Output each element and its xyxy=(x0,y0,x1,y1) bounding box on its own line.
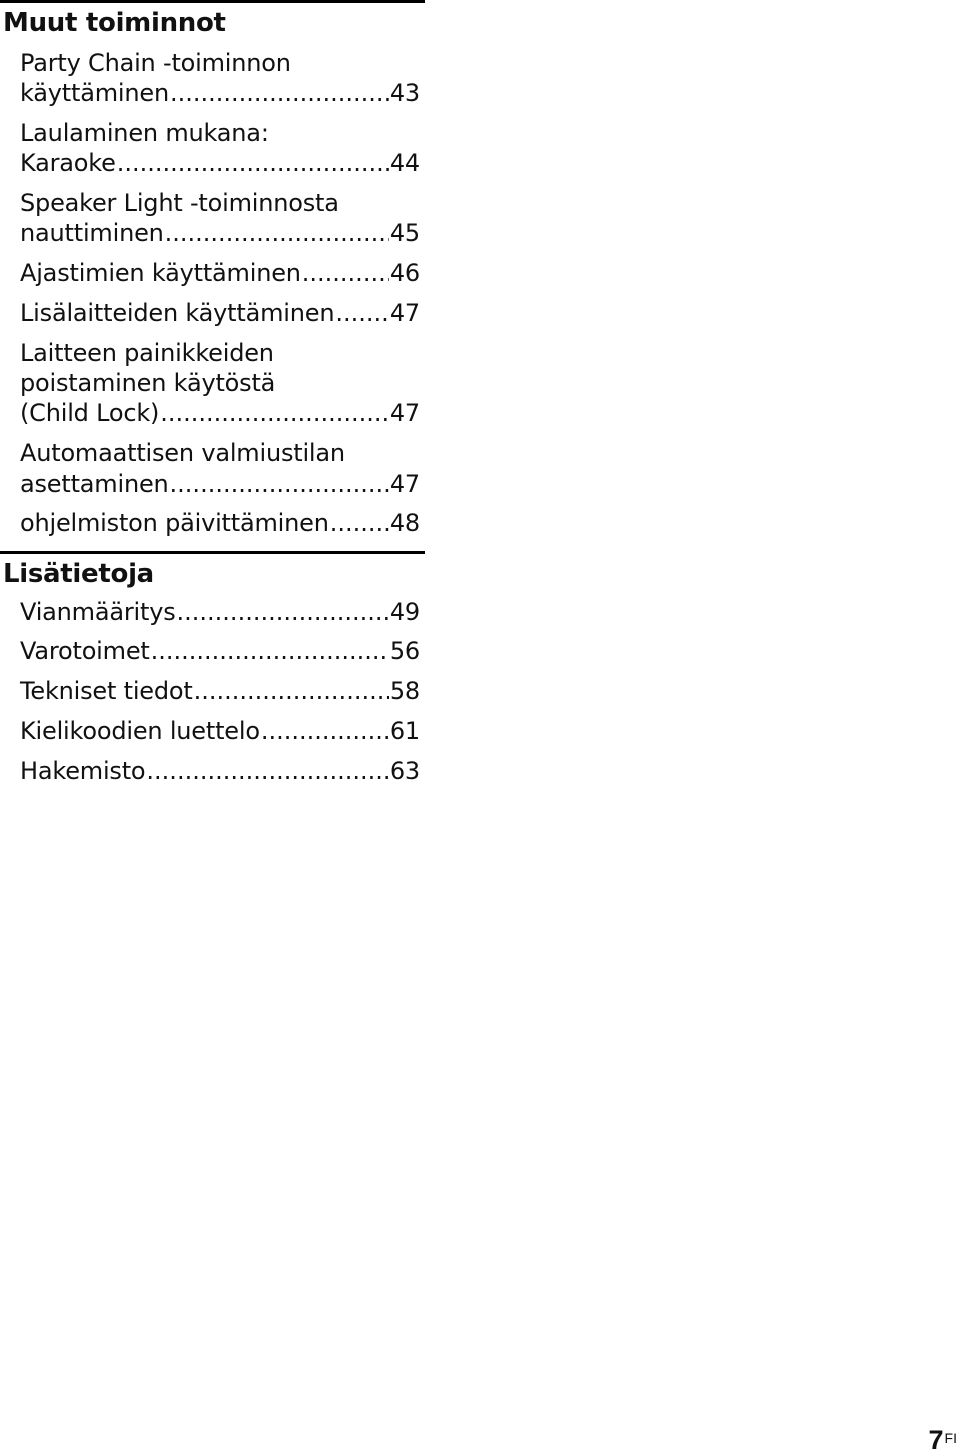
toc-entry-label: Tekniset tiedot xyxy=(20,677,193,706)
toc-entry-list xyxy=(20,48,420,539)
toc-entry-text: Party Chain -toiminnon xyxy=(20,49,291,77)
toc-entry-label: Kielikoodien luettelo xyxy=(20,717,260,746)
dot-leader xyxy=(117,148,389,178)
toc-entry[interactable] xyxy=(20,258,420,288)
toc-entry-label: Vianmääritys xyxy=(20,597,176,626)
table-of-contents xyxy=(0,0,425,796)
dot-leader xyxy=(177,597,389,627)
toc-page-number: 58 xyxy=(389,677,420,706)
toc-page-number: 44 xyxy=(389,149,420,178)
dot-leader xyxy=(330,508,389,538)
toc-entry-label: Karaoke xyxy=(20,149,116,178)
toc-section-muut-toiminnot xyxy=(0,0,425,539)
toc-page-number: 43 xyxy=(389,79,420,108)
toc-entry-text: Speaker Light -toiminnosta xyxy=(20,189,339,218)
section-title: Muut toiminnot xyxy=(3,8,226,38)
toc-page-number: 47 xyxy=(389,299,420,328)
toc-page-number: 61 xyxy=(389,717,420,746)
toc-page-number: 56 xyxy=(389,637,420,666)
section-divider xyxy=(0,551,425,554)
toc-page-number: 49 xyxy=(389,597,420,626)
toc-entry-label: Hakemisto xyxy=(20,756,146,785)
toc-entry-label: ohjelmiston päivittäminen xyxy=(20,509,329,538)
toc-entry[interactable] xyxy=(20,597,420,627)
page-number xyxy=(929,1425,957,1455)
toc-entry-text: poistaminen käytöstä xyxy=(20,369,276,398)
dot-leader xyxy=(151,636,389,666)
toc-entry-label: nauttiminen xyxy=(20,219,164,248)
toc-entry[interactable] xyxy=(20,636,420,666)
toc-page-number: 63 xyxy=(389,756,420,785)
toc-entry-label: Ajastimien käyttäminen xyxy=(20,259,301,288)
toc-entry-label: Lisälaitteiden käyttäminen xyxy=(20,299,335,328)
language-code: FI xyxy=(944,1430,957,1446)
toc-entry[interactable] xyxy=(20,756,420,786)
section-divider xyxy=(0,0,425,3)
toc-entry[interactable] xyxy=(20,48,420,109)
toc-entry-label: Varotoimet xyxy=(20,637,150,666)
dot-leader xyxy=(165,218,389,248)
dot-leader xyxy=(194,676,389,706)
toc-entry[interactable] xyxy=(20,676,420,706)
toc-entry[interactable] xyxy=(20,716,420,746)
toc-entry-text: Automaattisen valmiustilan xyxy=(20,439,345,468)
dot-leader xyxy=(261,716,389,746)
dot-leader xyxy=(146,756,388,786)
toc-entry[interactable] xyxy=(20,188,420,249)
toc-entry[interactable] xyxy=(20,438,420,499)
dot-leader xyxy=(160,398,389,428)
toc-entry-list xyxy=(20,597,420,786)
toc-entry-label: (Child Lock) xyxy=(20,399,160,428)
toc-page-number: 47 xyxy=(389,399,420,428)
dot-leader xyxy=(302,258,389,288)
toc-page-number: 46 xyxy=(389,259,420,288)
toc-page-number: 47 xyxy=(389,469,420,498)
toc-page-number: 45 xyxy=(389,219,420,248)
toc-entry[interactable] xyxy=(20,508,420,538)
toc-entry-label: käyttäminen xyxy=(20,79,169,108)
toc-entry-label: asettaminen xyxy=(20,469,169,498)
toc-entry-text: Laulaminen mukana: xyxy=(20,119,269,148)
toc-entry-text: Laitteen painikkeiden xyxy=(20,338,274,367)
toc-entry[interactable] xyxy=(20,118,420,179)
page-number-value: 7 xyxy=(928,1425,944,1455)
dot-leader xyxy=(170,78,389,108)
dot-leader xyxy=(335,298,389,328)
dot-leader xyxy=(170,469,389,499)
toc-entry[interactable] xyxy=(20,298,420,328)
toc-page-number: 48 xyxy=(389,509,420,538)
toc-section-lisatietoja xyxy=(0,551,425,786)
section-title: Lisätietoja xyxy=(3,558,154,589)
toc-entry[interactable] xyxy=(20,338,420,429)
